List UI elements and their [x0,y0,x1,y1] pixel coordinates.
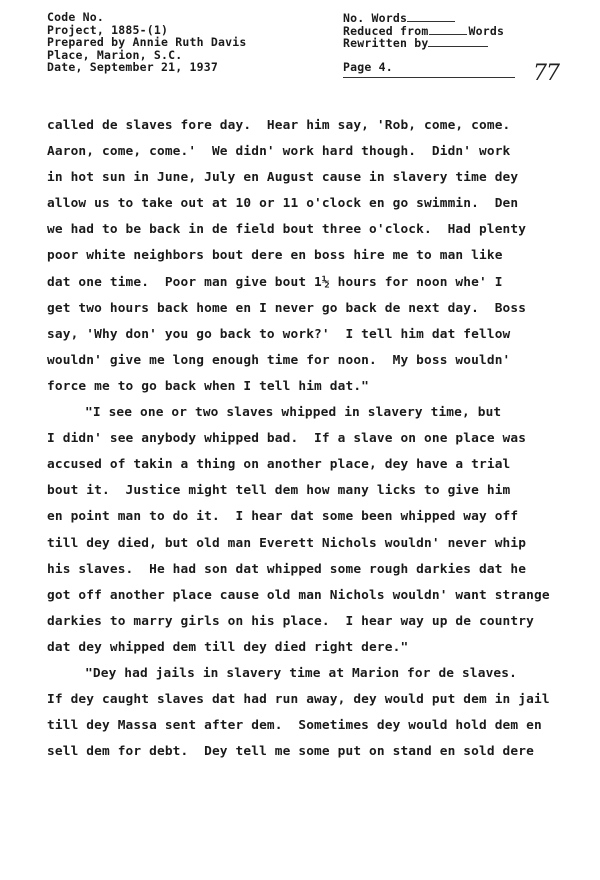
text-line: poor white neighbors bout dere en boss hire me to man like [47,248,503,264]
header-reduced-from-label: Reduced from [343,23,429,38]
text-line: till dey died, but old man Everett Nichols wouldn' never whip [47,535,527,551]
header-left-block [47,11,317,74]
text-line: bout it. Justice might tell dem how many licks to give him [47,483,511,499]
text-line: en point man to do it. I hear dat some been whipped way off [47,509,519,525]
header-place: Place, Marion, S.C. [47,47,183,62]
page-rule-line [343,77,515,78]
rewritten-by-blank [428,36,488,47]
header-right-block [343,11,518,74]
text-line: "I see one or two slaves whipped in slavery time, but [85,405,502,421]
text-line: we had to be back in de field bout three o'clock. Had plenty [47,222,527,238]
text-line: "Dey had jails in slavery time at Marion for de slaves. [85,665,517,681]
text-line: called de slaves fore day. Hear him say, 'Rob, come, come. [47,118,511,133]
header-rewritten-by-label: Rewritten by [343,36,429,50]
text-line: force me to go back when I tell him dat." [47,378,370,394]
header-words-label: Words [468,23,505,38]
header-date: Date, September 21, 1937 [47,60,218,74]
text-line: Aaron, come, come.' We didn' work hard though. Didn' work [47,144,511,160]
no-words-blank [407,11,455,22]
header-rewritten-line [343,36,518,49]
text-line: get two hours back home en I never go back de next day. Boss [47,300,527,316]
text-line: got off another place cause old man Nichols wouldn' want strange [47,587,550,603]
text-line: If dey caught slaves dat had run away, dey would put dem in jail [47,692,550,708]
body-text [47,113,567,765]
text-line: dat one time. Poor man give bout 1½ hours for noon whe' I [47,274,503,290]
header-code-no: Code No. [47,10,104,24]
header-project: Project, 1885-(1) [47,22,169,37]
text-line: wouldn' give me long enough time for noon. My boss wouldn' [47,352,511,368]
header-no-words-line [343,11,518,24]
header-page-number: Page 4. [343,60,393,74]
text-line: dat dey whipped dem till dey died right dere." [47,639,409,655]
text-line: in hot sun in June, July en August cause in slavery time dey [47,170,519,186]
text-line: till dey Massa sent after dem. Sometimes dey would hold dem en [47,718,542,734]
text-line: I didn' see anybody whipped bad. If a slave on one place was [47,431,527,447]
text-line: say, 'Why don' you go back to work?' I tell him dat fellow [47,326,511,342]
handwritten-page-stamp: 77 [533,61,559,86]
header-no-words-label: No. Words [343,11,408,25]
text-line: sell dem for debt. Dey tell me some put on stand en sold dere [47,744,534,760]
header-reduced-line [343,24,518,37]
header-prepared-by: Prepared by Annie Ruth Davis [47,35,247,49]
text-line: allow us to take out at 10 or 11 o'clock en go swimmin. Den [47,196,519,212]
text-line: accused of takin a thing on another place, dey have a trial [47,457,511,473]
text-line: his slaves. He had son dat whipped some rough darkies dat he [47,561,527,577]
text-line: darkies to marry girls on his place. I hear way up de country [47,613,534,629]
reduced-from-blank [429,24,467,35]
